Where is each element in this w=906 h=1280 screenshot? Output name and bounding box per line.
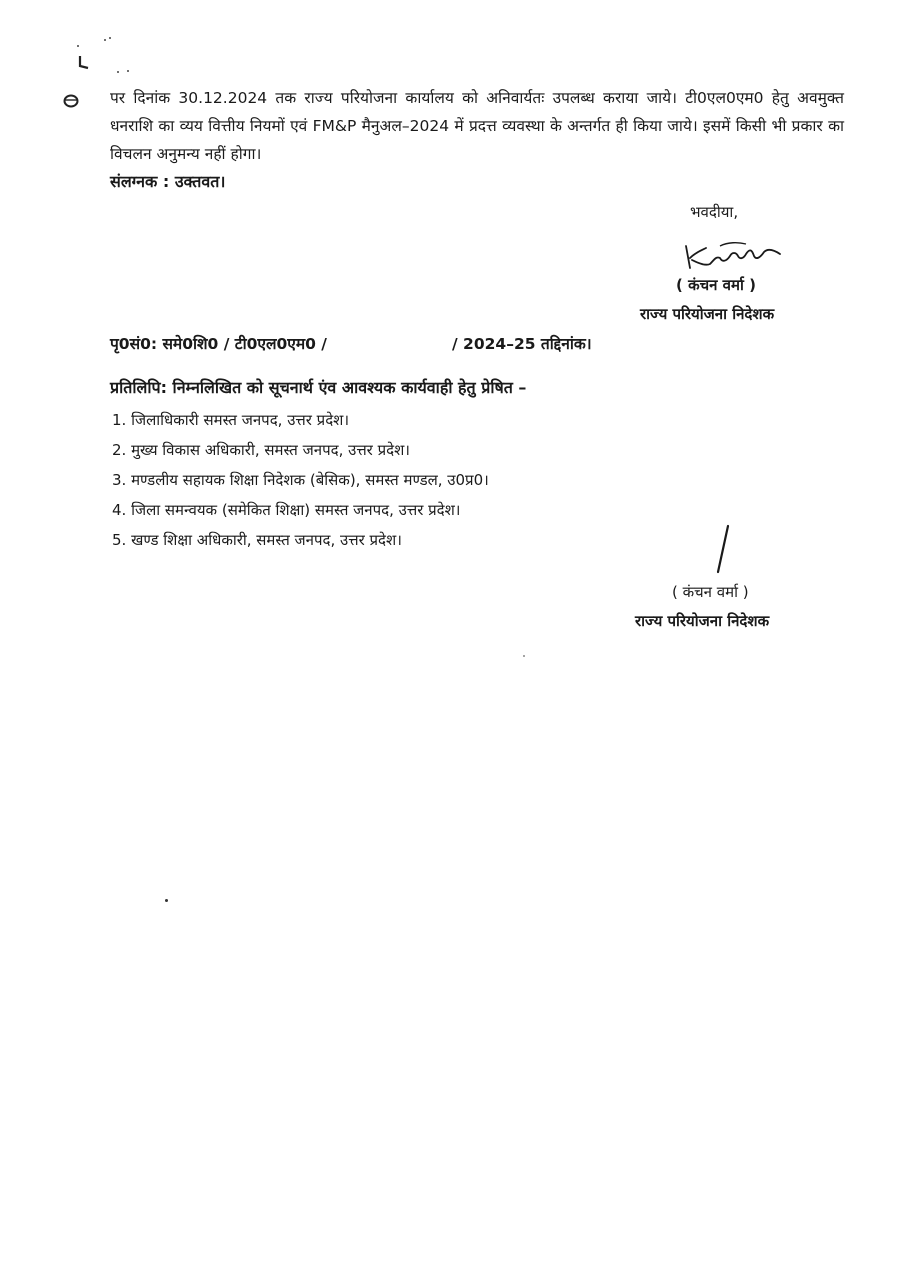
reference-date: / 2024–25 तद्दिनांक।: [452, 335, 592, 353]
signatory-designation-copy: राज्य परियोजना निदेशक: [635, 612, 770, 630]
list-item: 5. खण्ड शिक्षा अधिकारी, समस्त जनपद, उत्तर प्रदेश।: [112, 531, 402, 549]
speck-mark: [165, 899, 168, 902]
reference-number: पृ0सं0: समे0शि0 / टी0एल0एम0 /: [110, 335, 327, 353]
list-item: 1. जिलाधिकारी समस्त जनपद, उत्तर प्रदेश।: [112, 411, 350, 429]
signature-stroke: [712, 524, 732, 574]
signatory-designation: राज्य परियोजना निदेशक: [640, 305, 775, 323]
handwritten-signature: [680, 238, 790, 274]
signatory-name-copy: ( कंचन वर्मा ): [672, 583, 749, 601]
enclosure-note: संलग्नक : उक्तवत।: [110, 172, 226, 191]
copy-to-list: [112, 405, 489, 555]
margin-scribble-icon: [70, 34, 140, 84]
list-item: 3. मण्डलीय सहायक शिक्षा निदेशक (बेसिक), समस्त मण्डल, उ0प्र0।: [112, 471, 489, 489]
body-paragraph: पर दिनांक 30.12.2024 तक राज्य परियोजना कार्यालय को अनिवार्यतः उपलब्ध कराया जाये। टी0एल0एम0 हेतु अवमुक्त धनराशि का व्यय वित्तीय नियमों एवं FM&P मैनुअल–2024 में प्रदत्त व्यवस्था के अन्तर्गत ही किया जाये। इसमें किसी भी प्रकार का विचलन अनुमन्य नहीं होगा।: [110, 89, 844, 163]
list-item: 2. मुख्य विकास अधिकारी, समस्त जनपद, उत्तर प्रदेश।: [112, 441, 410, 459]
list-item: 4. जिला समन्वयक (समेकित शिक्षा) समस्त जनपद, उत्तर प्रदेश।: [112, 501, 461, 519]
punch-hole-icon: [63, 94, 79, 108]
copy-to-heading: प्रतिलिपि: निम्नलिखित को सूचनार्थ एंव आवश्यक कार्यवाही हेतु प्रेषित –: [110, 378, 527, 397]
speck-mark: [523, 655, 525, 657]
closing-salutation: भवदीया,: [690, 203, 739, 221]
signatory-name: ( कंचन वर्मा ): [676, 276, 756, 294]
